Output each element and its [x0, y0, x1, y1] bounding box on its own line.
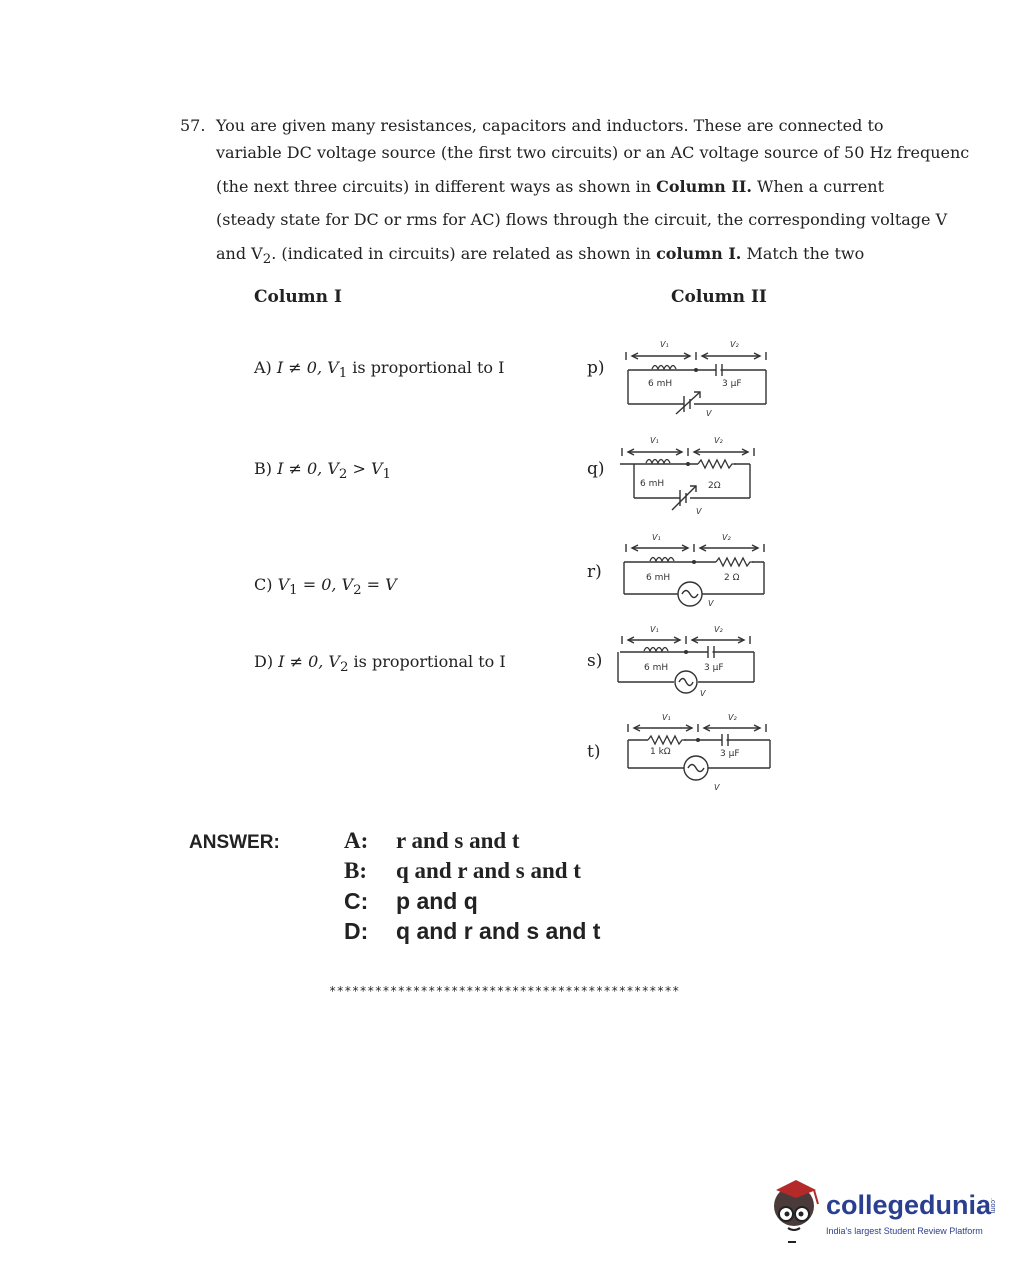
question-line-5-tail: Match the two [746, 244, 865, 263]
circuit-s-comp2: 3 μF [704, 663, 724, 673]
circuit-q-comp1: 6 mH [640, 479, 665, 489]
item-a-tail: is proportional to I [347, 358, 505, 377]
column2-label-q: q) [587, 459, 605, 479]
circuit-q [612, 432, 772, 518]
circuit-q-v1: V₁ [650, 436, 659, 445]
item-b-sub2: 1 [382, 467, 392, 483]
question-line-5-sub: 2 [262, 252, 272, 268]
item-b-sub: 2 [338, 467, 348, 483]
circuit-s-v: V [700, 689, 706, 698]
answer-label: ANSWER: [189, 832, 280, 853]
item-a-expr: I ≠ 0, V [276, 358, 339, 377]
answer-key-a: A: [344, 828, 369, 853]
question-line-1: You are given many resistances, capacitors and inductors. These are connected to [216, 116, 884, 135]
circuit-r-v2: V₂ [722, 533, 731, 542]
column1-item-b [254, 459, 391, 482]
circuit-p [618, 336, 778, 418]
answer-row-c [344, 888, 478, 915]
answer-value-b: q and r and s and t [396, 858, 581, 883]
circuit-t-v1: V₁ [662, 713, 671, 722]
answer-row-b [344, 858, 581, 884]
circuit-s-v1: V₁ [650, 625, 659, 634]
item-c-mid: = 0, V [297, 575, 354, 594]
brand-tagline: India's largest Student Review Platform [826, 1226, 983, 1236]
question-line-3-tail: When a current [757, 177, 885, 196]
column1-item-d [254, 652, 506, 675]
brand-name: collegedunia [826, 1190, 992, 1220]
circuit-p-v1: V₁ [660, 340, 669, 349]
item-d-sub: 2 [339, 660, 349, 676]
answer-row-d [344, 918, 600, 945]
answer-value-a: r and s and t [396, 828, 520, 853]
circuit-s-v2: V₂ [714, 625, 723, 634]
circuit-r [618, 530, 778, 608]
circuit-r-comp2: 2 Ω [724, 573, 740, 583]
circuit-t-v: V [714, 783, 720, 792]
circuit-q-v: V [696, 507, 702, 516]
brand-suffix [982, 1196, 994, 1224]
answer-key-d: D: [344, 918, 369, 944]
question-line-3-bold: Column II. [656, 177, 752, 196]
question-line-3-text: (the next three circuits) in different ways as shown in [216, 177, 652, 196]
column2-label-p: p) [587, 358, 605, 378]
question-line-5 [216, 244, 864, 267]
item-b-label: B) [254, 459, 272, 478]
column2-label-r: r) [587, 562, 602, 582]
item-b-mid: > V [347, 459, 383, 478]
item-d-label: D) [254, 652, 274, 671]
question-line-5-mid: . (indicated in circuits) are related as shown in [271, 244, 651, 263]
item-a-label: A) [254, 358, 272, 377]
answer-value-c: p and q [396, 888, 478, 914]
circuit-p-v: V [706, 409, 712, 418]
brand-suffix-text: .com [989, 1198, 996, 1214]
column-2-heading: Column II [671, 287, 767, 307]
circuit-r-comp1: 6 mH [646, 573, 671, 583]
item-d-expr: I ≠ 0, V [278, 652, 340, 671]
answer-value-d: q and r and s and t [396, 918, 601, 944]
circuit-t-comp1: 1 kΩ [650, 747, 671, 757]
circuit-r-v1: V₁ [652, 533, 661, 542]
circuit-t [620, 710, 780, 796]
item-c-sub: 1 [289, 583, 298, 599]
circuit-t-comp2: 3 μF [720, 749, 740, 759]
circuit-q-v2: V₂ [714, 436, 723, 445]
question-line-5-text: and V [216, 244, 263, 263]
column2-label-t: t) [587, 742, 601, 762]
column-1-heading: Column I [254, 287, 342, 307]
item-d-tail: is proportional to I [348, 652, 506, 671]
column2-label-s: s) [587, 651, 603, 671]
question-line-5-bold: column I. [656, 244, 742, 263]
circuit-s [614, 620, 774, 698]
circuit-p-comp1: 6 mH [648, 379, 673, 389]
collegedunia-mascot-icon [766, 1176, 824, 1246]
item-c-sub2: 2 [353, 583, 362, 599]
circuit-r-v: V [708, 599, 714, 608]
item-c-label: C) [254, 575, 273, 594]
item-c-tail: = V [361, 575, 397, 594]
column1-item-a [254, 358, 504, 381]
answer-key-c: C: [344, 888, 369, 914]
question-number: 57. [180, 116, 206, 135]
answer-key-b: B: [344, 858, 367, 883]
item-a-sub: 1 [338, 366, 348, 382]
item-c-expr: V [277, 575, 290, 594]
circuit-s-comp1: 6 mH [644, 663, 669, 673]
question-line-4: (steady state for DC or rms for AC) flows through the circuit, the corresponding voltage V [216, 210, 948, 229]
separator-stars: ********************************************** [329, 984, 680, 998]
circuit-t-v2: V₂ [728, 713, 737, 722]
question-line-2: variable DC voltage source (the first two circuits) or an AC voltage source of 50 Hz frequenc [216, 143, 970, 162]
question-line-3 [216, 177, 884, 196]
item-b-expr: I ≠ 0, V [277, 459, 339, 478]
circuit-p-v2: V₂ [730, 340, 739, 349]
circuit-p-comp2: 3 μF [722, 379, 742, 389]
column1-item-c [254, 575, 397, 598]
circuit-q-comp2: 2Ω [708, 481, 721, 491]
answer-row-a [344, 828, 520, 854]
